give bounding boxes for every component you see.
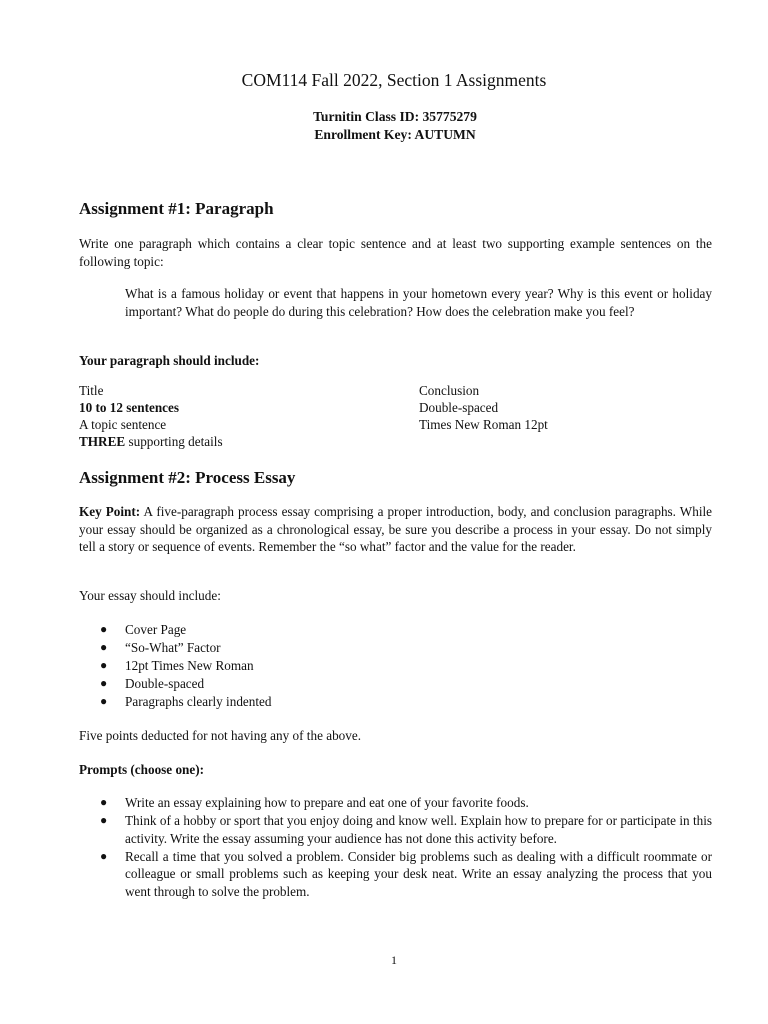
list-item: ● Write an essay explaining how to prepare and eat one of your favorite foods. — [100, 795, 529, 810]
key-point-label: Key Point: — [79, 504, 141, 519]
list-item: ● Double-spaced — [100, 676, 205, 691]
include-item-double-spaced: Double-spaced — [419, 400, 499, 415]
list-item: ● 12pt Times New Roman — [100, 658, 254, 673]
paragraph-include-label: Your paragraph should include: — [79, 353, 260, 368]
list-item: ● Paragraphs clearly indented — [100, 694, 272, 709]
list-item: ● Recall a time that you solved a problem. Consider big problems such as dealing with a difficult roommate or colleague or small problems such as keeping your desk neat. Write an essay analyzing the process that you went through to solve the problem. — [100, 848, 712, 899]
essay-include-label: Your essay should include: — [79, 588, 221, 603]
assignment-1-heading: Assignment #1: Paragraph — [79, 199, 274, 218]
supporting-details-count: THREE — [79, 434, 126, 449]
deduction-note: Five points deducted for not having any of the above. — [79, 728, 361, 743]
list-item: ● Cover Page — [100, 622, 187, 637]
include-item-font: Times New Roman 12pt — [419, 417, 548, 432]
enrollment-key: Enrollment Key: AUTUMN — [314, 127, 476, 142]
bullet-icon: ● — [100, 795, 108, 809]
include-item-conclusion: Conclusion — [419, 383, 480, 398]
essay-include-list — [100, 621, 712, 711]
turnitin-class-id: Turnitin Class ID: 35775279 — [313, 109, 477, 124]
include-item-sentences: 10 to 12 sentences — [79, 400, 179, 415]
bullet-icon: ● — [100, 676, 108, 690]
include-item-supporting-details — [79, 433, 223, 451]
bullet-icon: ● — [100, 694, 108, 708]
prompts-label: Prompts (choose one): — [79, 762, 205, 777]
document-title: COM114 Fall 2022, Section 1 Assignments — [241, 70, 547, 90]
bullet-icon: ● — [100, 640, 108, 654]
assignment-2-heading: Assignment #2: Process Essay — [79, 468, 296, 487]
include-item-topic-sentence: A topic sentence — [79, 417, 167, 432]
key-point-paragraph — [79, 503, 712, 556]
assignment-1-topic: What is a famous holiday or event that happens in your hometown every year? Why is this event or holiday important? What do people do during this celebration? How does the celebration make you feel? — [125, 286, 712, 319]
key-point-text: A five-paragraph process essay comprising a proper introduction, body, and conclusion paragraphs. While your essay should be organized as a chronological essay, be sure you describe a process in your essay. Do not simply tell a story or sequence of events. Remember the “so what” factor and the value for the reader. — [79, 504, 713, 554]
bullet-icon: ● — [100, 813, 108, 827]
prompts-list — [100, 794, 712, 901]
bullet-icon: ● — [100, 848, 108, 863]
list-item: ● Think of a hobby or sport that you enjoy doing and know well. Explain how to prepare for or participate in this activity. Write the essay assuming your audience has not done this activity before. — [100, 813, 712, 846]
bullet-icon: ● — [100, 658, 108, 672]
list-item: ● “So-What” Factor — [100, 640, 221, 655]
page-number: 1 — [391, 953, 397, 967]
assignment-1-intro: Write one paragraph which contains a clear topic sentence and at least two supporting example sentences on the following topic: — [79, 236, 712, 269]
supporting-details-text: supporting details — [125, 434, 223, 449]
bullet-icon: ● — [100, 622, 108, 636]
include-item-title: Title — [79, 383, 104, 398]
